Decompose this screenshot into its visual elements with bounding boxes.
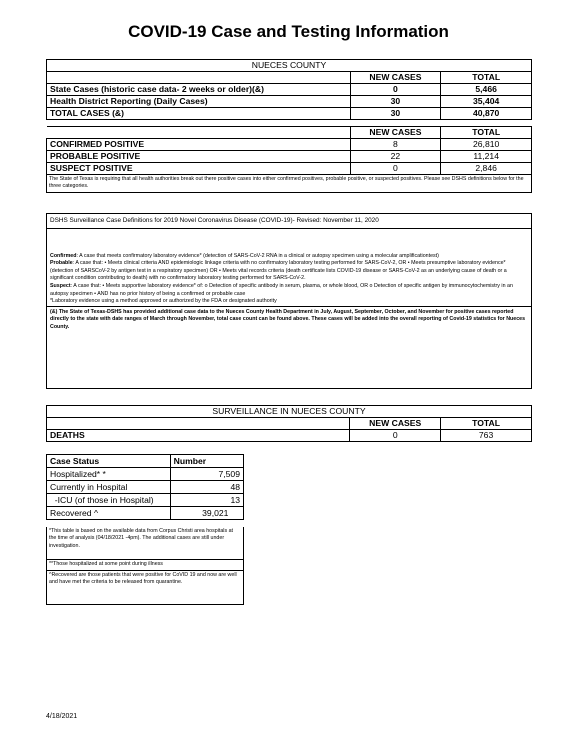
col-new-cases: NEW CASES	[350, 127, 441, 139]
table-row	[47, 139, 532, 151]
row-value: 48	[170, 481, 243, 494]
surveillance-table	[46, 405, 532, 442]
row-value: 39,021	[170, 507, 243, 520]
nueces-county-table	[46, 59, 532, 193]
surveillance-heading: SURVEILLANCE IN NUECES COUNTY	[47, 406, 532, 418]
row-new: 0	[350, 163, 441, 175]
row-total: 11,214	[441, 151, 532, 163]
row-new: 30	[350, 108, 441, 120]
row-total: 40,870	[441, 108, 532, 120]
table-row	[47, 494, 244, 507]
category-note: The State of Texas is requiring that all health authorities break out there positive cases into either confirmed positives, probable positive, or suspected positives. Please see DSHS definitions below for the three categories.	[47, 175, 532, 193]
row-value: 7,509	[170, 468, 243, 481]
definition-suspect	[50, 283, 528, 298]
table-row	[47, 84, 532, 96]
col-total: TOTAL	[441, 127, 532, 139]
blank-cell	[47, 418, 350, 430]
table-row	[47, 481, 244, 494]
definitions-heading: DSHS Surveillance Case Definitions for 2019 Novel Coronavirus Disease (COVID-19)- Revised: November 11, 2020	[47, 214, 531, 229]
term: Suspect	[50, 282, 71, 289]
row-label: Recovered ^	[47, 507, 171, 520]
table-row	[47, 96, 532, 108]
row-new: 22	[350, 151, 441, 163]
definition-text: : A case that meets confirmatory laboratory evidence* (detection of SARS-CoV-2 RNA in a clinical or autopsy specimen using a molecular amplificationtest)	[76, 252, 439, 259]
row-label: SUSPECT POSITIVE	[47, 163, 351, 175]
row-label: Health District Reporting (Daily Cases)	[47, 96, 351, 108]
row-total: 26,810	[441, 139, 532, 151]
row-label: PROBABLE POSITIVE	[47, 151, 351, 163]
row-new: 30	[350, 96, 441, 108]
status-note-recovered: ^Recovered are those patients that were positive for CoVID 19 and now are well and have met the criteria to be released from quarantine.	[46, 571, 244, 605]
county-heading: NUECES COUNTY	[47, 60, 532, 72]
status-note-data: *This table is based on the available data from Corpus Christi area hospitals at the time of analysis (04/18/2021 -4pm). The additional cases are still under investigation.	[46, 527, 244, 560]
footer-date: 4/18/2021	[46, 713, 78, 720]
status-note-hospitalized: **Those hospitalized at some point during illness	[46, 560, 244, 571]
col-total: TOTAL	[441, 418, 532, 430]
blank-cell	[47, 127, 351, 139]
row-label: DEATHS	[47, 430, 350, 442]
row-value: 13	[170, 494, 243, 507]
table-row	[47, 108, 532, 120]
table-row	[47, 468, 244, 481]
definition-probable	[50, 260, 528, 283]
term: Probable	[50, 260, 73, 267]
row-total: 2,846	[441, 163, 532, 175]
col-number: Number	[170, 455, 243, 468]
row-new: 0	[350, 430, 441, 442]
spacer	[47, 120, 532, 127]
row-label: TOTAL CASES (&)	[47, 108, 351, 120]
row-total: 763	[441, 430, 532, 442]
case-status-table	[46, 454, 244, 520]
definition-text: : A case that: • Meets supportive laboratory evidence* of: o Detection of specific antibody in serum, plasma, or whole blood, OR o Detection of specific antigen by immunocytochemistry in an autopsy specimen • AND has no prior history of being a confirmed or probable case	[50, 282, 513, 297]
lab-evidence-note: *Laboratory evidence using a method approved or authorized by the FDA or designated authority	[50, 298, 277, 305]
row-label: State Cases (historic case data- 2 weeks or older)(&)	[47, 84, 351, 96]
row-total: 35,404	[441, 96, 532, 108]
table-row	[47, 430, 532, 442]
row-label: Hospitalized* *	[47, 468, 171, 481]
col-case-status: Case Status	[47, 455, 171, 468]
table-row	[47, 151, 532, 163]
row-label: Currently in Hospital	[47, 481, 171, 494]
col-total: TOTAL	[441, 72, 532, 84]
col-new-cases: NEW CASES	[350, 418, 441, 430]
row-new: 0	[350, 84, 441, 96]
definition-text: : A case that: • Meets clinical criteria AND epidemiologic linkage criteria with no confirmatory laboratory testing performed for SARS-CoV-2, OR • Meets presumptive laboratory evidence* (detection of SARSCoV-2 by antigen test in a respiratory specimen) OR • Meets vital records criteria (death certificate lists COVID-19 disease or SARS-CoV-2 as an underlying cause of death or a significant condition contributing to death) with no confirmatory laboratory testing performed for SARS-CoV-2.	[50, 260, 507, 282]
table-row	[47, 507, 244, 520]
additional-data-note: (&) The State of Texas-DSHS has provided additional case data to the Nueces County Health Department in July, August, September, October, and November for positive cases reported directly to the state with date ranges of March through November, total case count can be found above. These cases will be added into the overall reporting of Covid-19 statistics for Nueces County.	[47, 306, 531, 334]
page-title: COVID-19 Case and Testing Information	[128, 22, 449, 41]
row-label: -ICU (of those in Hospital)	[47, 494, 171, 507]
row-label: CONFIRMED POSITIVE	[47, 139, 351, 151]
definitions-box	[46, 213, 532, 389]
blank-cell	[47, 72, 351, 84]
definition-confirmed	[50, 253, 528, 261]
col-new-cases: NEW CASES	[350, 72, 441, 84]
row-total: 5,466	[441, 84, 532, 96]
table-row	[47, 163, 532, 175]
term: Confirmed	[50, 252, 77, 259]
row-new: 8	[350, 139, 441, 151]
